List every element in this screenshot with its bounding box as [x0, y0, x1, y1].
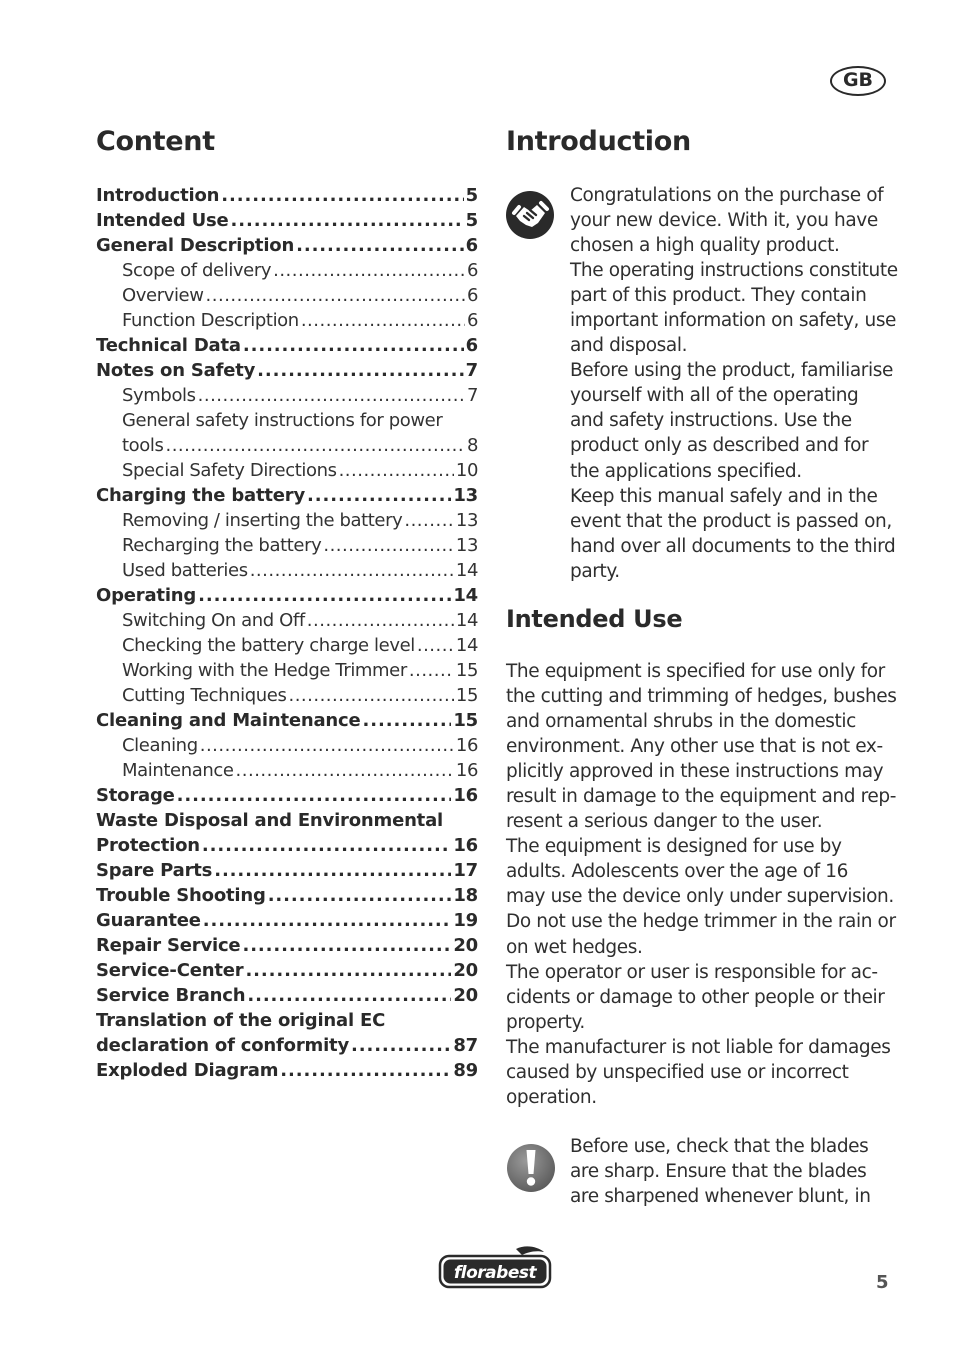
toc-entry-title: declaration of conformity [96, 1035, 349, 1056]
toc-entry [96, 383, 478, 408]
toc-entry [96, 933, 478, 958]
toc-dot-leader [177, 783, 452, 808]
toc-dot-leader [363, 708, 452, 733]
toc-entry-title: General Description [96, 235, 295, 256]
toc-entry-title: tools [122, 435, 164, 456]
text-line: The operating instructions constitute [570, 260, 898, 282]
toc-entry [96, 333, 478, 358]
toc-entry [96, 983, 478, 1008]
toc-dot-leader [198, 383, 465, 408]
toc-dot-leader [280, 1058, 451, 1083]
toc-page-number: 10 [455, 460, 478, 481]
toc-entry-title: Cleaning [122, 735, 198, 756]
text-line: yourself with all of the operating [570, 385, 859, 407]
text-line: hand over all documents to the third [570, 535, 896, 557]
toc-dot-leader [247, 983, 451, 1008]
toc-entry-title: Maintenance [122, 760, 234, 781]
text-line: and safety instructions. Use the [570, 410, 852, 432]
toc-entry-title: Trouble Shooting [96, 885, 266, 906]
toc-entry [96, 308, 478, 333]
toc-page-number: 7 [465, 360, 478, 381]
toc-page-number: 13 [455, 535, 478, 556]
toc-entry [96, 733, 478, 758]
toc-entry [96, 558, 478, 583]
toc-entry [96, 408, 478, 433]
toc-entry-title: Repair Service [96, 935, 241, 956]
toc-entry-title: Symbols [122, 385, 196, 406]
toc-entry [96, 183, 478, 208]
toc-dot-leader [250, 558, 454, 583]
toc-page-number: 16 [453, 835, 478, 856]
toc-entry-title: Service-Center [96, 960, 244, 981]
text-line: Congratulations on the purchase of [570, 185, 884, 206]
text-line: on wet hedges. [506, 936, 643, 958]
toc-page-number: 17 [453, 860, 478, 881]
toc-dot-leader [268, 883, 452, 908]
toc-entry [96, 533, 478, 558]
toc-entry-title: Charging the battery [96, 485, 306, 506]
toc-dot-leader [243, 333, 464, 358]
toc-entry [96, 708, 478, 733]
toc-page-number: 15 [455, 685, 478, 706]
toc-page-number: 6 [466, 260, 478, 281]
toc-dot-leader [165, 433, 464, 458]
text-line: may use the device only under supervision. [506, 886, 894, 908]
toc-page-number: 18 [453, 885, 478, 906]
toc-entry [96, 1008, 478, 1033]
toc-dot-leader [200, 733, 454, 758]
toc-page-number: 8 [466, 435, 478, 456]
toc-page-number: 19 [453, 910, 478, 931]
toc-page-number: 7 [466, 385, 478, 406]
toc-entry [96, 783, 478, 808]
toc-page-number: 20 [453, 960, 478, 981]
text-line: the applications specified. [570, 460, 802, 482]
toc-entry [96, 658, 478, 683]
toc-dot-leader [206, 283, 465, 308]
toc-entry-title: Checking the battery charge level [122, 635, 415, 656]
toc-page-number: 6 [466, 285, 478, 306]
text-line: property. [506, 1011, 585, 1033]
toc-entry [96, 233, 478, 258]
toc-dot-leader [307, 483, 451, 508]
text-line: The equipment is specified for use only for [506, 661, 885, 682]
toc-entry-title: Used batteries [122, 560, 248, 581]
text-line: important information on safety, use [570, 310, 897, 332]
text-line: and disposal. [570, 335, 688, 357]
text-line: part of this product. They contain [570, 285, 867, 307]
text-line: product only as described and for [570, 435, 869, 457]
toc-dot-leader [245, 958, 451, 983]
toc-page-number: 6 [465, 235, 478, 256]
toc-dot-leader [404, 508, 454, 533]
text-line: adults. Adolescents over the age of 16 [506, 861, 848, 883]
text-line: event that the product is passed on, [570, 510, 892, 532]
toc-entry [96, 283, 478, 308]
toc-entry-title: Notes on Safety [96, 360, 256, 381]
toc-entry [96, 833, 478, 858]
toc-entry-title: Translation of the original EC [96, 1010, 386, 1031]
toc-entry-title: Operating [96, 585, 197, 606]
toc-entry-title: Scope of delivery [122, 260, 272, 281]
toc-page-number: 13 [455, 510, 478, 531]
text-line: Before using the product, familiarise [570, 360, 893, 382]
toc-dot-leader [242, 933, 451, 958]
toc-dot-leader [221, 183, 463, 208]
toc-page-number: 14 [455, 560, 478, 581]
text-line: The manufacturer is not liable for damages [506, 1036, 891, 1058]
toc-entry-title: Guarantee [96, 910, 201, 931]
toc-entry [96, 683, 478, 708]
toc-page-number: 6 [466, 310, 478, 331]
toc-entry [96, 433, 478, 458]
text-line: your new device. With it, you have [570, 210, 878, 232]
toc-entry-title: Service Branch [96, 985, 246, 1006]
toc-entry [96, 883, 478, 908]
language-badge: GB [830, 66, 886, 96]
text-line: operation. [506, 1086, 597, 1108]
toc-entry-title: Removing / inserting the battery [122, 510, 403, 531]
toc-entry-title: Intended Use [96, 210, 229, 231]
toc-dot-leader [296, 233, 464, 258]
text-line: party. [570, 560, 620, 582]
toc-page-number: 14 [455, 610, 478, 631]
toc-page-number: 14 [453, 585, 478, 606]
toc-dot-leader [202, 833, 451, 858]
toc-dot-leader [257, 358, 464, 383]
toc-dot-leader [351, 1033, 451, 1058]
text-line: plicitly approved in these instructions may [506, 761, 884, 783]
warning-text [570, 1134, 900, 1209]
toc-entry [96, 358, 478, 383]
toc-page-number: 6 [465, 335, 478, 356]
toc-entry-title: Introduction [96, 185, 220, 206]
toc-entry-title: Exploded Diagram [96, 1060, 279, 1081]
toc-entry [96, 608, 478, 633]
toc-dot-leader [301, 308, 465, 333]
toc-entry-title: Switching On and Off [122, 610, 305, 631]
toc-entry-title: Overview [122, 285, 204, 306]
toc-page-number: 16 [455, 760, 478, 781]
toc-dot-leader [339, 458, 454, 483]
toc-entry [96, 633, 478, 658]
text-line: Keep this manual safely and in the [570, 485, 878, 507]
toc-dot-leader [198, 583, 451, 608]
text-line: Before use, check that the blades [570, 1136, 869, 1157]
introduction-heading: Introduction [506, 126, 691, 157]
florabest-logo [438, 1245, 552, 1289]
text-line: The equipment is designed for use by [506, 836, 842, 858]
content-heading: Content [96, 126, 215, 157]
toc-page-number: 14 [455, 635, 478, 656]
toc-dot-leader [273, 258, 465, 283]
toc-dot-leader [307, 608, 454, 633]
toc-dot-leader [288, 683, 453, 708]
toc-entry-title: Protection [96, 835, 200, 856]
text-line: environment. Any other use that is not ex- [506, 736, 883, 758]
toc-entry [96, 908, 478, 933]
toc-entry-title: Technical Data [96, 335, 241, 356]
text-line: and ornamental shrubs in the domestic [506, 711, 856, 733]
toc-entry-title: Storage [96, 785, 175, 806]
toc-dot-leader [409, 658, 454, 683]
intended-use-heading: Intended Use [506, 605, 683, 633]
text-line: The operator or user is responsible for ac- [506, 961, 878, 983]
text-line: are sharp. Ensure that the blades [570, 1161, 867, 1183]
text-line: result in damage to the equipment and rep- [506, 786, 896, 808]
toc-entry-title: Function Description [122, 310, 299, 331]
toc-page-number: 87 [453, 1035, 478, 1056]
page-number: 5 [876, 1272, 889, 1293]
toc-page-number: 20 [453, 985, 478, 1006]
toc-entry-title: Waste Disposal and Environmental [96, 810, 444, 831]
handshake-icon [505, 190, 555, 240]
toc-entry [96, 758, 478, 783]
toc-entry-title: Cleaning and Maintenance [96, 710, 361, 731]
toc-entry [96, 1033, 478, 1058]
toc-dot-leader [236, 758, 454, 783]
toc-entry-title: Working with the Hedge Trimmer [122, 660, 407, 681]
logo-text: florabest [453, 1263, 537, 1283]
table-of-contents [96, 183, 478, 1083]
toc-page-number: 15 [455, 660, 478, 681]
text-line: the cutting and trimming of hedges, bushes [506, 686, 897, 708]
toc-entry-title: Cutting Techniques [122, 685, 287, 706]
intended-use-text [506, 659, 906, 1110]
introduction-text [570, 183, 900, 584]
toc-entry [96, 458, 478, 483]
toc-entry [96, 808, 478, 833]
toc-page-number: 5 [465, 210, 478, 231]
toc-page-number: 5 [465, 185, 478, 206]
text-line: Do not use the hedge trimmer in the rain or [506, 911, 896, 933]
toc-entry [96, 258, 478, 283]
text-line: resent a serious danger to the user. [506, 811, 823, 833]
toc-dot-leader [323, 533, 454, 558]
toc-dot-leader [214, 858, 451, 883]
toc-entry [96, 1058, 478, 1083]
toc-entry [96, 858, 478, 883]
toc-page-number: 89 [453, 1060, 478, 1081]
toc-entry-title: Spare Parts [96, 860, 213, 881]
toc-entry-title: Recharging the battery [122, 535, 322, 556]
toc-dot-leader [417, 633, 454, 658]
text-line: chosen a high quality product. [570, 235, 840, 257]
toc-entry [96, 508, 478, 533]
text-line: cidents or damage to other people or their [506, 986, 885, 1008]
toc-page-number: 20 [453, 935, 478, 956]
toc-page-number: 15 [453, 710, 478, 731]
toc-entry [96, 958, 478, 983]
toc-page-number: 16 [453, 785, 478, 806]
text-line: caused by unspecified use or incorrect [506, 1061, 849, 1083]
toc-page-number: 16 [455, 735, 478, 756]
toc-entry [96, 208, 478, 233]
toc-entry [96, 583, 478, 608]
exclamation-warning-icon [505, 1143, 557, 1193]
toc-entry-title: Special Safety Directions [122, 460, 337, 481]
toc-dot-leader [231, 208, 464, 233]
toc-dot-leader [203, 908, 452, 933]
text-line: are sharpened whenever blunt, in [570, 1186, 871, 1208]
toc-entry-title: General safety instructions for power [122, 410, 443, 431]
toc-page-number: 13 [453, 485, 478, 506]
toc-entry [96, 483, 478, 508]
